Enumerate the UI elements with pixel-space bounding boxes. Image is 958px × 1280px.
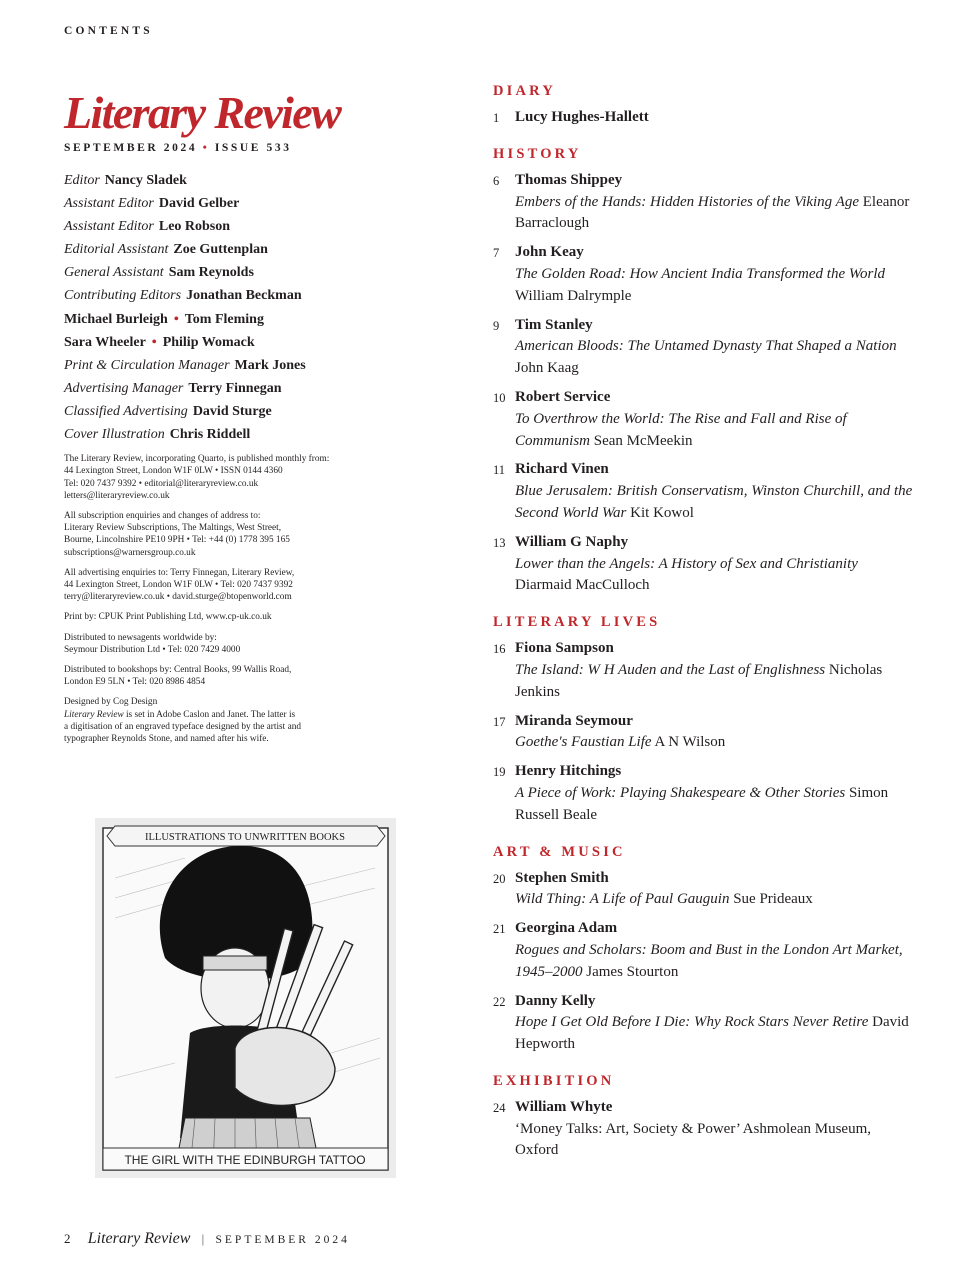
- note-line: London E9 5LN • Tel: 020 8986 4854: [64, 677, 206, 688]
- staff-role: General Assistant: [64, 265, 164, 281]
- toc-entry[interactable]: [493, 532, 913, 597]
- section-title: HISTORY: [493, 145, 582, 162]
- note-advertising: [64, 567, 384, 604]
- issue-line: [64, 142, 404, 154]
- note-line: Designed by Cog Design: [64, 697, 158, 708]
- note-line: Distributed to newsagents worldwide by:: [64, 632, 217, 643]
- toc-entry[interactable]: [493, 638, 913, 703]
- entry-author: A N Wilson: [654, 734, 726, 751]
- note-line: All advertising enquiries to: Terry Finnegan, Literary Review,: [64, 567, 295, 578]
- entry-page-number: 11: [493, 463, 506, 478]
- staff-row: [64, 192, 404, 215]
- toc-entry[interactable]: [493, 107, 913, 129]
- staff-name: Michael Burleigh: [64, 311, 168, 327]
- entry-book-title: Rogues and Scholars: Boom and Bust in the London Art Market, 1945–2000: [515, 941, 903, 980]
- entry-author: ‘Money Talks: Art, Society & Power’ Ashmolean Museum, Oxford: [515, 1120, 872, 1159]
- staff-separator: •: [151, 334, 157, 350]
- note-line: Tel: 020 7437 9392 • editorial@literaryreview.co.uk: [64, 478, 259, 489]
- staff-role: Assistant Editor: [64, 196, 154, 212]
- staff-list: [64, 169, 404, 446]
- staff-name: Chris Riddell: [169, 427, 251, 443]
- toc-section: [493, 843, 913, 1056]
- entry-reviewer: Henry Hitchings: [515, 763, 622, 780]
- staff-row: [64, 238, 404, 261]
- staff-row: [64, 308, 404, 331]
- entry-page-number: 13: [493, 535, 506, 550]
- masthead-column: [64, 88, 404, 753]
- cartoon-banner-text: ILLUSTRATIONS TO UNWRITTEN BOOKS: [145, 832, 345, 843]
- entry-reviewer: Miranda Seymour: [515, 712, 633, 729]
- page-footer: [64, 1230, 350, 1248]
- note-line: letters@literaryreview.co.uk: [64, 490, 170, 501]
- entry-book-title: To Overthrow the World: The Rise and Fall and Rise of Communism: [515, 410, 847, 449]
- entry-author: James Stourton: [586, 963, 679, 980]
- note-line: Bourne, Lincolnshire PE10 9PH • Tel: +44 (0) 1778 395 165: [64, 535, 290, 546]
- note-bookshops: [64, 664, 384, 688]
- staff-role: Editorial Assistant: [64, 242, 169, 258]
- section-title: DIARY: [493, 83, 557, 99]
- staff-name: Tom Fleming: [184, 311, 264, 327]
- staff-row: [64, 261, 404, 284]
- entry-page-number: 9: [493, 318, 500, 333]
- staff-role: Print & Circulation Manager: [64, 357, 230, 373]
- entry-page-number: 6: [493, 173, 500, 188]
- footer-page-number: 2: [64, 1231, 71, 1246]
- toc-entry[interactable]: [493, 711, 913, 755]
- note-line: typographer Reynolds Stone, and named after his wife.: [64, 733, 269, 744]
- entry-page-number: 10: [493, 390, 506, 405]
- toc-entry[interactable]: [493, 387, 913, 452]
- cartoon-illustration: [95, 818, 396, 1178]
- toc-section: [493, 613, 913, 826]
- staff-role: Editor: [64, 173, 100, 188]
- entry-page-number: 24: [493, 1100, 506, 1115]
- staff-role: Contributing Editors: [64, 288, 182, 304]
- note-line: Distributed to bookshops by: Central Books, 99 Wallis Road,: [64, 664, 292, 675]
- entry-reviewer: Danny Kelly: [515, 992, 596, 1009]
- staff-role: Assistant Editor: [64, 219, 154, 235]
- staff-row: [64, 400, 404, 423]
- note-line: All subscription enquiries and changes of address to:: [64, 510, 261, 521]
- entry-page-number: 20: [493, 871, 506, 886]
- entry-page-number: 7: [493, 246, 500, 261]
- entry-page-number: 17: [493, 714, 506, 729]
- toc-entry[interactable]: [493, 868, 913, 912]
- entry-book-title: Blue Jerusalem: British Conservatism, Winston Churchill, and the Second World War: [515, 483, 913, 521]
- entry-author: Kit Kowol: [630, 504, 694, 521]
- note-design: [64, 696, 384, 745]
- note-newsagents: [64, 632, 384, 656]
- entry-page-number: 19: [493, 765, 506, 780]
- section-title: EXHIBITION: [493, 1072, 615, 1089]
- entry-author: Diarmaid MacCulloch: [515, 577, 650, 594]
- entry-book-title: Embers of the Hands: Hidden Histories of the Viking Age: [515, 193, 859, 210]
- staff-name: Nancy Sladek: [104, 173, 187, 188]
- staff-separator: •: [173, 311, 179, 327]
- staff-role: Classified Advertising: [64, 403, 188, 419]
- section-title: LITERARY LIVES: [493, 614, 661, 631]
- note-print: Print by: CPUK Print Publishing Ltd, www.cp-uk.co.uk: [64, 612, 272, 623]
- note-line: terry@literaryreview.co.uk • david.sturge@btopenworld.com: [64, 592, 292, 603]
- entry-reviewer: Tim Stanley: [515, 316, 593, 333]
- staff-name: David Sturge: [192, 403, 272, 419]
- note-line: The Literary Review, incorporating Quarto, is published monthly from:: [64, 454, 330, 465]
- toc-section: [493, 145, 913, 597]
- staff-name: Mark Jones: [234, 357, 306, 373]
- toc-entry[interactable]: [493, 242, 913, 307]
- entry-reviewer: Lucy Hughes-Hallett: [515, 109, 649, 125]
- entry-page-number: 22: [493, 994, 506, 1009]
- entry-book-title: Lower than the Angels: A History of Sex and Christianity: [515, 555, 858, 572]
- note-line: 44 Lexington Street, London W1F 0LW • Tel: 020 7437 9392: [64, 579, 293, 590]
- toc-entry[interactable]: [493, 991, 913, 1056]
- entry-reviewer: Fiona Sampson: [515, 640, 614, 657]
- entry-page-number: 21: [493, 922, 506, 937]
- entry-page-number: 16: [493, 642, 506, 657]
- note-line: a digitisation of an engraved typeface designed by the artist and: [64, 721, 301, 732]
- staff-name: Terry Finnegan: [188, 380, 282, 396]
- cover-cartoon: [95, 818, 396, 1178]
- note-subscriptions: [64, 510, 384, 559]
- entry-book-title: The Island: W H Auden and the Last of Englishness: [515, 661, 826, 678]
- note-line: 44 Lexington Street, London W1F 0LW • ISSN 0144 4360: [64, 466, 283, 477]
- toc-entry[interactable]: [493, 170, 913, 235]
- entry-book-title: Goethe's Faustian Life: [515, 734, 652, 751]
- staff-name: Jonathan Beckman: [186, 288, 302, 304]
- entry-author: Eleanor Barraclough: [515, 193, 910, 232]
- note-line: is set in Adobe Caslon and Janet. The latter is: [123, 709, 296, 720]
- page-header-contents: CONTENTS: [64, 25, 153, 37]
- entry-reviewer: John Keay: [515, 244, 584, 261]
- toc-entry[interactable]: [493, 918, 913, 983]
- contents-list: [493, 82, 913, 1178]
- entry-reviewer: Richard Vinen: [515, 461, 609, 478]
- entry-page-number: 1: [493, 111, 500, 125]
- toc-section: [493, 1072, 913, 1162]
- staff-name: David Gelber: [158, 196, 240, 212]
- footer-date: SEPTEMBER 2024: [215, 1234, 350, 1246]
- toc-entry[interactable]: [493, 459, 913, 524]
- entry-author: Sue Prideaux: [733, 891, 813, 908]
- staff-row: [64, 331, 404, 354]
- staff-role: Cover Illustration: [64, 427, 165, 443]
- entry-author: Simon Russell Beale: [515, 784, 889, 823]
- issue-month: SEPTEMBER 2024: [64, 142, 198, 154]
- note-publisher: [64, 453, 384, 502]
- entry-author: John Kaag: [515, 360, 579, 377]
- entry-reviewer: Stephen Smith: [515, 869, 609, 886]
- note-line: Literary Review Subscriptions, The Maltings, West Street,: [64, 523, 282, 534]
- entry-author: Sean McMeekin: [593, 432, 693, 449]
- staff-row: [64, 215, 404, 238]
- staff-name: Sam Reynolds: [168, 265, 254, 281]
- issue-number: ISSUE 533: [214, 142, 292, 154]
- toc-entry[interactable]: [493, 315, 913, 380]
- issue-separator: •: [202, 142, 210, 154]
- staff-row: [64, 423, 404, 446]
- entry-book-title: Wild Thing: A Life of Paul Gauguin: [515, 891, 730, 908]
- staff-row: [64, 284, 404, 307]
- staff-name: Sara Wheeler: [64, 334, 146, 350]
- toc-section: [493, 82, 913, 129]
- note-line: Seymour Distribution Ltd • Tel: 020 7429 4000: [64, 644, 241, 655]
- staff-name: Philip Womack: [162, 334, 255, 350]
- footer-divider: |: [201, 1231, 205, 1246]
- entry-book-title: The Golden Road: How Ancient India Transformed the World: [515, 265, 885, 282]
- entry-author: Nicholas Jenkins: [515, 661, 883, 700]
- publication-notes: [64, 453, 384, 745]
- note-line: subscriptions@warnersgroup.co.uk: [64, 547, 196, 558]
- staff-row: [64, 354, 404, 377]
- entry-reviewer: William Whyte: [515, 1098, 613, 1115]
- entry-reviewer: Thomas Shippey: [515, 171, 623, 188]
- entry-author: William Dalrymple: [515, 287, 632, 304]
- entry-reviewer: Georgina Adam: [515, 920, 618, 937]
- section-title: ART & MUSIC: [493, 843, 626, 860]
- staff-name: Zoe Guttenplan: [173, 242, 268, 258]
- staff-role: Advertising Manager: [64, 380, 184, 396]
- note-italic-title: Literary Review: [64, 709, 124, 720]
- staff-name: Leo Robson: [158, 219, 231, 235]
- entry-book-title: Hope I Get Old Before I Die: Why Rock Stars Never Retire: [515, 1014, 869, 1031]
- staff-row: [64, 169, 404, 192]
- entry-book-title: American Bloods: The Untamed Dynasty That Shaped a Nation: [515, 338, 897, 355]
- masthead-title: Literary Review: [64, 87, 341, 138]
- entry-reviewer: Robert Service: [515, 388, 611, 405]
- toc-entry[interactable]: [493, 1097, 913, 1162]
- toc-entry[interactable]: [493, 761, 913, 826]
- entry-book-title: A Piece of Work: Playing Shakespeare & Other Stories: [515, 784, 846, 801]
- staff-row: [64, 377, 404, 400]
- entry-author: David Hepworth: [515, 1014, 909, 1053]
- footer-magazine: Literary Review: [87, 1230, 191, 1247]
- entry-reviewer: William G Naphy: [515, 533, 629, 550]
- cartoon-caption: THE GIRL WITH THE EDINBURGH TATTOO: [124, 1153, 366, 1167]
